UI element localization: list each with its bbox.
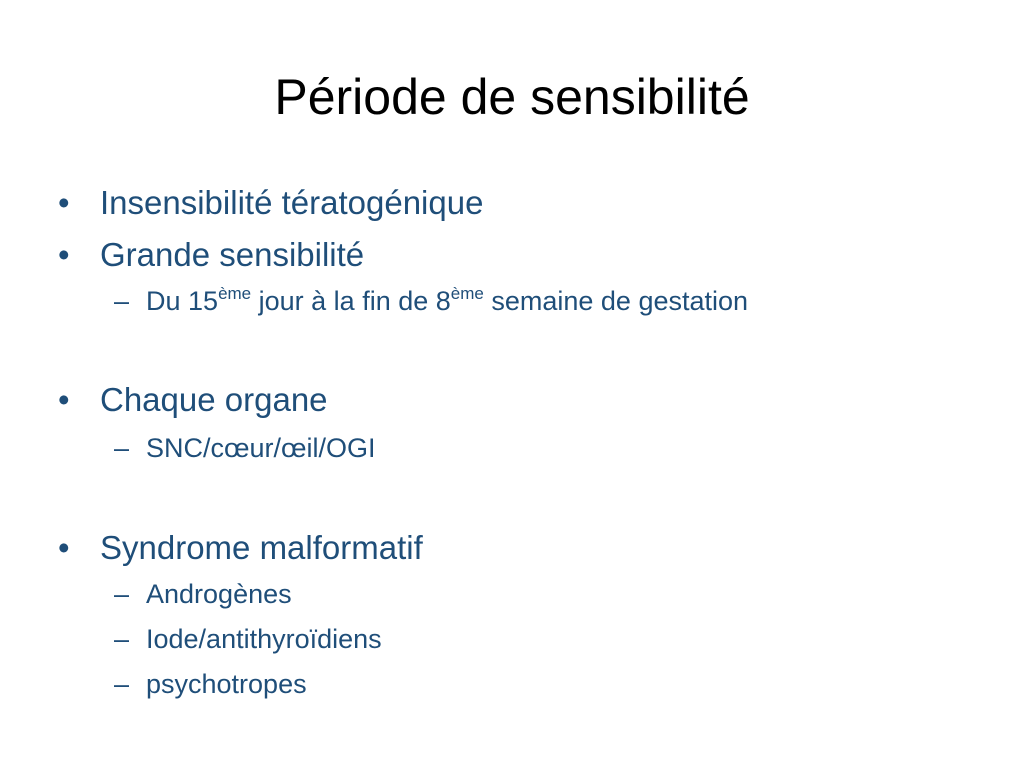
sub-text: Iode/antithyroïdiens: [146, 624, 382, 654]
bullet-item: [58, 183, 483, 223]
bullet-item: [58, 235, 364, 275]
bullet-icon: •: [58, 529, 70, 566]
bullet-text: Chaque organe: [100, 381, 328, 418]
superscript: ème: [450, 284, 484, 303]
sub-text-part: Du 15: [146, 286, 219, 316]
sub-item: [114, 431, 376, 465]
sub-item: [114, 577, 292, 611]
bullet-text: Syndrome malformatif: [100, 529, 423, 566]
sub-text: psychotropes: [146, 669, 307, 699]
sub-item: [114, 667, 307, 701]
bullet-text: Grande sensibilité: [100, 236, 365, 273]
bullet-icon: •: [58, 381, 70, 418]
sub-item: [114, 622, 382, 656]
bullet-item: [58, 380, 328, 420]
bullet-icon: •: [58, 184, 70, 221]
sub-text-part: semaine de gestation: [483, 286, 749, 316]
sub-item: [114, 284, 748, 318]
dash-icon: –: [114, 286, 130, 316]
sub-text: SNC/cœur/œil/OGI: [146, 433, 376, 463]
sub-text: Androgènes: [146, 579, 292, 609]
dash-icon: –: [114, 669, 130, 699]
slide-title: Période de sensibilité: [274, 69, 750, 125]
bullet-text: Insensibilité tératogénique: [100, 184, 484, 221]
superscript: ème: [218, 284, 252, 303]
dash-icon: –: [114, 433, 130, 463]
bullet-item: [58, 528, 423, 568]
dash-icon: –: [114, 624, 130, 654]
bullet-icon: •: [58, 236, 70, 273]
sub-text-part: jour à la fin de 8: [251, 286, 451, 316]
dash-icon: –: [114, 579, 130, 609]
